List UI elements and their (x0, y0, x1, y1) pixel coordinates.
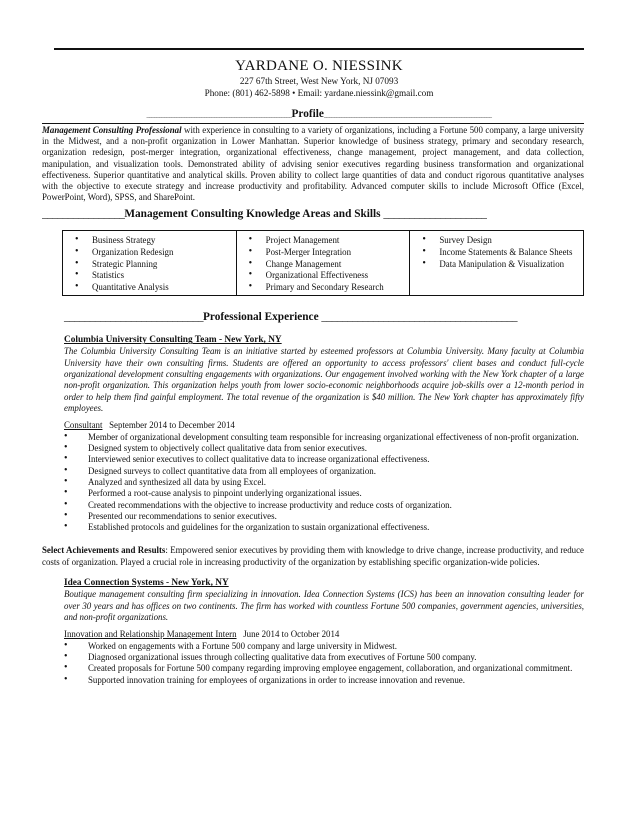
job-title: Innovation and Relationship Management Intern (64, 629, 237, 640)
skill-item: • Survey Design (422, 235, 579, 247)
duty-item: • Diagnosed organizational issues through collecting qualitative data from executives of Fortune 500 company. (64, 652, 584, 663)
duty-item: • Designed system to objectively collect qualitative data from senior executives. (64, 443, 584, 454)
skill-item: • Organizational Effectiveness (249, 270, 406, 282)
job-dates: June 2014 to October 2014 (243, 629, 340, 640)
role-line (54, 420, 584, 432)
duty-item: • Worked on engagements with a Fortune 500 company and large university in Midwest. (64, 641, 584, 652)
skill-item: • Organization Redesign (75, 247, 232, 259)
skill-item: • Project Management (249, 235, 406, 247)
skill-item: • Business Strategy (75, 235, 232, 247)
skill-item: • Quantitative Analysis (75, 282, 232, 294)
duty-item: • Created proposals for Fortune 500 company regarding improving employee engagement, collaboration, and organizational commitment. (64, 663, 584, 674)
achievements (42, 545, 584, 568)
skills-heading: ________________Management Consulting Knowledge Areas and Skills ____________________ (42, 208, 487, 221)
experience-heading: ___________________________Professional Experience ______________________________________ (64, 311, 518, 324)
profile-rule (42, 123, 584, 124)
company-description: Boutique management consulting firm specializing in innovation. Idea Connection Systems (ICS) has been an innovation consulting leader for over 30 years and has offices on two continents. The firm has worked with countless Fortune 500 companies, government agencies, universities, and non-profit organizations. (64, 589, 584, 622)
skill-item: • Statistics (75, 270, 232, 282)
skill-item: • Change Management (249, 259, 406, 271)
skills-column-3 (409, 231, 583, 295)
duty-item: • Performed a root-cause analysis to pinpoint underlying organizational issues. (64, 488, 584, 499)
duties-list (54, 641, 584, 686)
top-rule (54, 48, 584, 50)
candidate-name: YARDANE O. NIESSINK (235, 58, 403, 74)
company-name: Columbia University Consulting Team - New York, NY (64, 335, 282, 346)
role-line (54, 629, 584, 641)
skills-table (62, 230, 584, 296)
profile-heading: __________________________________________________________Profile___________________________________________________________________ (146, 108, 492, 120)
resume-page (42, 48, 584, 686)
skill-item: • Post-Merger Integration (249, 247, 406, 259)
achievements-text: : Empowered senior executives by providing them with knowledge to drive change, increase productivity, and reduce costs of organization. Played a crucial role in increasing productivity of the organization by establishing specific organization-wide policies. (42, 545, 584, 567)
skill-item: • Data Manipulation & Visualization (422, 259, 579, 271)
skill-item: • Strategic Planning (75, 259, 232, 271)
skill-item: • Primary and Secondary Research (249, 282, 406, 294)
duty-item: • Presented our recommendations to senior executives. (64, 511, 584, 522)
duty-item: • Analyzed and synthesized all data by using Excel. (64, 477, 584, 488)
job-dates: September 2014 to December 2014 (109, 420, 235, 431)
achievements-label: Select Achievements and Results (42, 545, 166, 556)
skill-item: • Income Statements & Balance Sheets (422, 247, 579, 259)
profile-summary (42, 125, 584, 203)
company-description: The Columbia University Consulting Team is an initiative started by esteemed professors at Columbia University. Many faculty at Columbia University have their own consulting firms. Students are offered an opportunity to access professors' client bases and conduct full-cycle organizational development consulting engagements with organizations. Our engagement involved working with the New York chapter of a large non-profit organization. This organization helps youth from lower socio-economic neighborhoods acquire job-skills over a 12-month period in order to help them find gainful employment. The total revenue of the organization is $40 million. The New York chapter has approximately fifty employees. (64, 346, 584, 413)
duty-item: • Established protocols and guidelines for the organization to sustain organizational effectiveness. (64, 522, 584, 533)
contact-line: Phone: (801) 462-5898 • Email: yardane.niessink@gmail.com (204, 88, 434, 98)
duties-list (54, 432, 584, 534)
duty-item: • Member of organizational development consulting team responsible for increasing organizational effectiveness of non-profit organization. (64, 432, 584, 443)
duty-item: • Created recommendations with the objective to increase productivity and reduce costs of organization. (64, 500, 584, 511)
skills-column-1 (63, 231, 236, 295)
duty-item: • Designed surveys to collect quantitative data from all employees of organization. (64, 466, 584, 477)
duty-item: • Supported innovation training for employees of organizations in order to increase innovation and revenue. (64, 675, 584, 686)
skills-column-2 (236, 231, 410, 295)
address-line: 227 67th Street, West New York, NJ 07093 (239, 76, 399, 86)
profile-text: with experience in consulting to a variety of organizations, including a Fortune 500 company, a large university in the Midwest, and a non-profit organization in Lower Manhattan. Superior knowledge of business strategy, primary and secondary research, organization redesign, post-merger integration, organizational effectiveness, change management, project management, and data collection, manipulation, and visualization tools. Demonstrated ability of advising senior executives regarding business transformation and organizational effectiveness. Superior quantitative and analytical skills. Proven ability to collect large quantities of data and conduct rigorous quantitative analyses with the objective to execute strategy and increase productivity and profitability. Advanced computer skills to include Microsoft Office (Excel, PowerPoint, Word), SPSS, and SharePoint. (42, 125, 584, 203)
profile-lead: Management Consulting Professional (42, 125, 182, 135)
job-title: Consultant (64, 420, 103, 431)
company-name: Idea Connection Systems - New York, NY (64, 578, 229, 589)
duty-item: • Interviewed senior executives to collect qualitative data to increase organizational effectiveness. (64, 454, 584, 465)
